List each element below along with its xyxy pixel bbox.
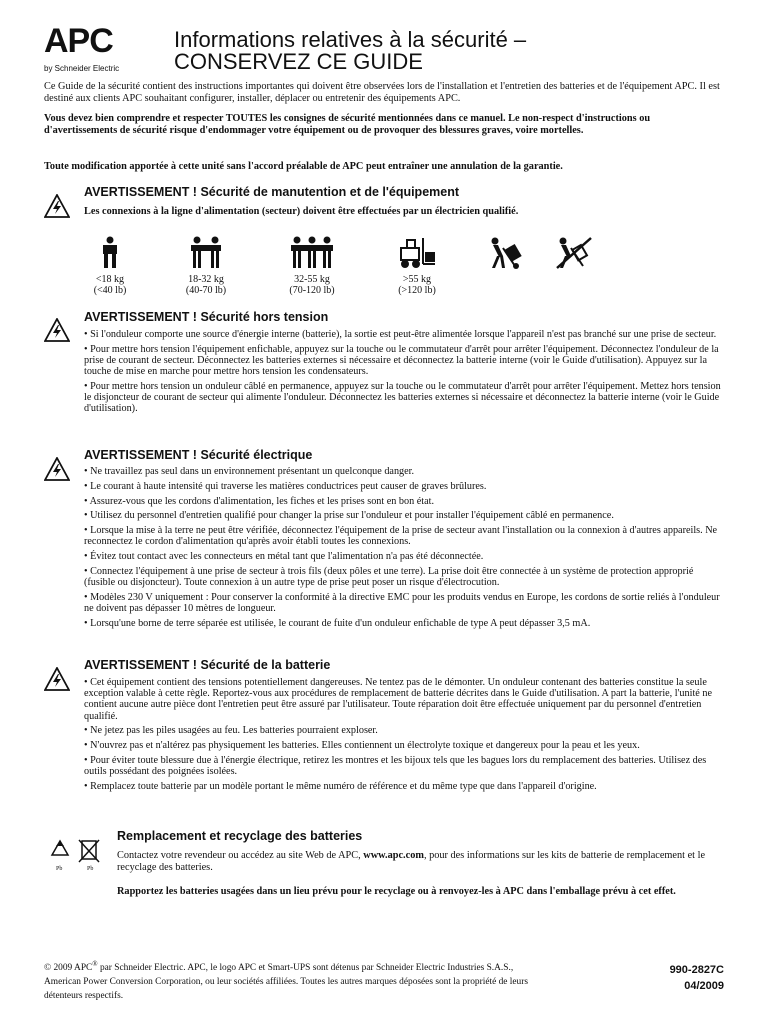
electrical-list [84,466,724,633]
list-item: • Lorsque la mise à la terre ne peut être vérifiée, déconnectez l'équipement de la prise de secteur avant l'installation ou la connexion à d'autres appareils. Ne reconnectez le cordon d'alimentation qu'après avoir établi toutes les connexions. [84,525,724,547]
list-item: • Si l'onduleur comporte une source d'énergie interne (batterie), la sortie est peut-être alimentée lorsque l'appareil n'est pas branché sur une prise de secteur. [84,329,724,340]
hand-truck-icon [486,236,526,274]
list-item: • Assurez-vous que les cordons d'alimentation, les fiches et les prises sont en bon état. [84,496,724,507]
handling-text: Les connexions à la ligne d'alimentation (secteur) doivent être effectuées par un électricien qualifié. [84,206,519,217]
section-heading-electrical: AVERTISSEMENT ! Sécurité électrique [84,448,313,462]
section-heading-recycling: Remplacement et recyclage des batteries [117,829,363,843]
electrical-warning-icon [44,194,70,218]
weight-item-1: <18 kg (<40 lb) [90,236,130,296]
logo-brand: APC [44,22,113,60]
list-item: • Ne jetez pas les piles usagées au feu. Les batteries pourraient exploser. [84,725,724,736]
list-item: • Remplacez toute batterie par un modèle portant le même numéro de référence et du même type que dans l'appareil d'origine. [84,781,724,792]
list-item: • Connectez l'équipement à une prise de secteur à trois fils (deux pôles et une terre). La prise doit être connectée à un système de protection approprié (fusible ou disjoncteur). Toute connexion à un autre type de prise peut poser un risque d'électrocution. [84,566,724,588]
apc-logo [44,24,144,80]
weight-icons-row [82,236,602,306]
weight-item-4: >55 kg (>120 lb) [392,236,442,296]
electrical-warning-icon [44,667,70,691]
list-item: • Cet équipement contient des tensions potentiellement dangereuses. Ne tentez pas de le démonter. Un onduleur contenant des batteries constitue la seule exception valable à cette règle. Reportez-vous aux procédures de remplacement de batterie décrites dans le Guide d'utilisation. A part la batterie, l'unité ne contient aucune autre pièce dont l'entretien peut être assuré par l'utilisateur. Toute réparation doit être effectuée uniquement par du personnel d'entretien qualifié. [84,677,724,722]
list-item: • Modèles 230 V uniquement : Pour conserver la conformité à la directive EMC pour les produits vendus en Europe, les cordons de sortie reliés à l'onduleur ne doivent pas dépasser 10 mètres de longueur. [84,592,724,614]
weight-item-3: 32-55 kg (70-120 lb) [280,236,344,296]
one-person-lift-icon [98,236,122,270]
pb-label: Pb [87,866,94,872]
electrical-warning-icon [44,318,70,342]
logo-tagline: by Schneider Electric [44,64,120,73]
section-heading-battery: AVERTISSEMENT ! Sécurité de la batterie [84,658,331,672]
list-item: • Pour éviter toute blessure due à l'énergie électrique, retirez les montres et les bijoux tels que les bagues lors du remplacement des batteries. Utilisez des outils possédant des poignées isolées. [84,755,724,777]
pb-label: Pb [56,866,63,872]
title-line-1: Informations relatives à la sécurité – [174,27,527,52]
document-date: 04/2009 [684,980,724,992]
apc-website-link[interactable]: www.apc.com [363,850,424,861]
list-item: • Évitez tout contact avec les connecteurs en métal tant que l'alimentation n'a pas été déconnectée. [84,551,724,562]
list-item: • Le courant à haute intensité qui traverse les matières conductrices peut causer de graves brûlures. [84,481,724,492]
three-person-lift-icon [289,236,335,270]
no-hand-truck-icon [554,236,594,274]
page-title [174,29,734,73]
copyright-notice: © 2009 APC® par Schneider Electric. APC, le logo APC et Smart-UPS sont détenus par Schneider Electric Industries S.A.S., American Power Conversion Corporation, ou leur sociétés affiliées. Toutes les autres marques déposées sont la propriété de leurs détenteurs respectifs. [44,960,529,1002]
list-item: • Pour mettre hors tension un onduleur câblé en permanence, appuyez sur la touche ou le commutateur d'arrêt pour arrêter l'équipement. Mettez hors tension le disjoncteur de courant de secteur qui alimente l'onduleur. Déconnectez les batteries externes si nécessaire et déconnectez la batterie interne (voir le Guide d'utilisation). [84,381,724,415]
two-person-lift-icon [189,236,223,270]
list-item: • Lorsqu'une borne de terre séparée est utilisée, le courant de fuite d'un onduleur enfichable de type A peut dépasser 3,5 mA. [84,618,724,629]
recycling-icons [46,838,106,878]
safety-notice: Vous devez bien comprendre et respecter TOUTES les consignes de sécurité mentionnées dans ce manuel. Le non-respect d'instructions ou d'avertissements de sécurité risque d'endommager votre équipement ou de provoquer des blessures graves, voire mortelles. [44,113,651,136]
battery-list [84,677,724,796]
list-item: • Ne travaillez pas seul dans un environnement présentant un quelconque danger. [84,466,724,477]
list-item: • Utilisez du personnel d'entretien qualifié pour changer la prise sur l'onduleur et pour installer l'équipement câblé en permanence. [84,510,724,521]
recycle-icon [46,838,106,878]
power-off-list [84,329,724,418]
recycling-return-notice: Rapportez les batteries usagées dans un lieu prévu pour le recyclage ou à renvoyez-les à APC dans l'emballage prévu à cet effet. [117,886,676,897]
weight-item-2: 18-32 kg (40-70 lb) [176,236,236,296]
section-heading-power-off: AVERTISSEMENT ! Sécurité hors tension [84,310,329,324]
list-item: • Pour mettre hors tension l'équipement enfichable, appuyez sur la touche ou le commutateur d'arrêt pour arrêter l'équipement. Déconnectez l'onduleur de la prise de courant de secteur. Déconnectez les batteries externes si nécessaire et déconnectez la batterie interne (voir le Guide d'utilisation). Appuyez sur la touche de mise en marche pour mettre hors tension les condensateurs. [84,344,724,378]
document-number: 990-2827C [669,964,724,976]
document-id [670,962,724,994]
list-item: • N'ouvrez pas et n'altérez pas physiquement les batteries. Elles contiennent un électrolyte toxique et dangereux pour la peau et les yeux. [84,740,724,751]
section-heading-handling: AVERTISSEMENT ! Sécurité de manutention et de l'équipement [84,185,460,199]
recycling-text: Contactez votre revendeur ou accédez au site Web de APC, www.apc.com, pour des informations sur les kits de batterie de remplacement et le recyclage des batteries. [117,850,706,873]
warranty-notice: Toute modification apportée à cette unité sans l'accord préalable de APC peut entraîner une annulation de la garantie. [44,161,563,172]
title-line-2: CONSERVEZ CE GUIDE [174,49,423,74]
electrical-warning-icon [44,457,70,481]
forklift-icon [397,236,437,270]
intro-paragraph: Ce Guide de la sécurité contient des instructions importantes qui doivent être observées lors de l'installation et l'entretien des batteries et de l'équipement APC. Il est destiné aux clients APC souhaitant configurer, installer, déplacer ou entretenir des équipements APC. [44,81,720,104]
